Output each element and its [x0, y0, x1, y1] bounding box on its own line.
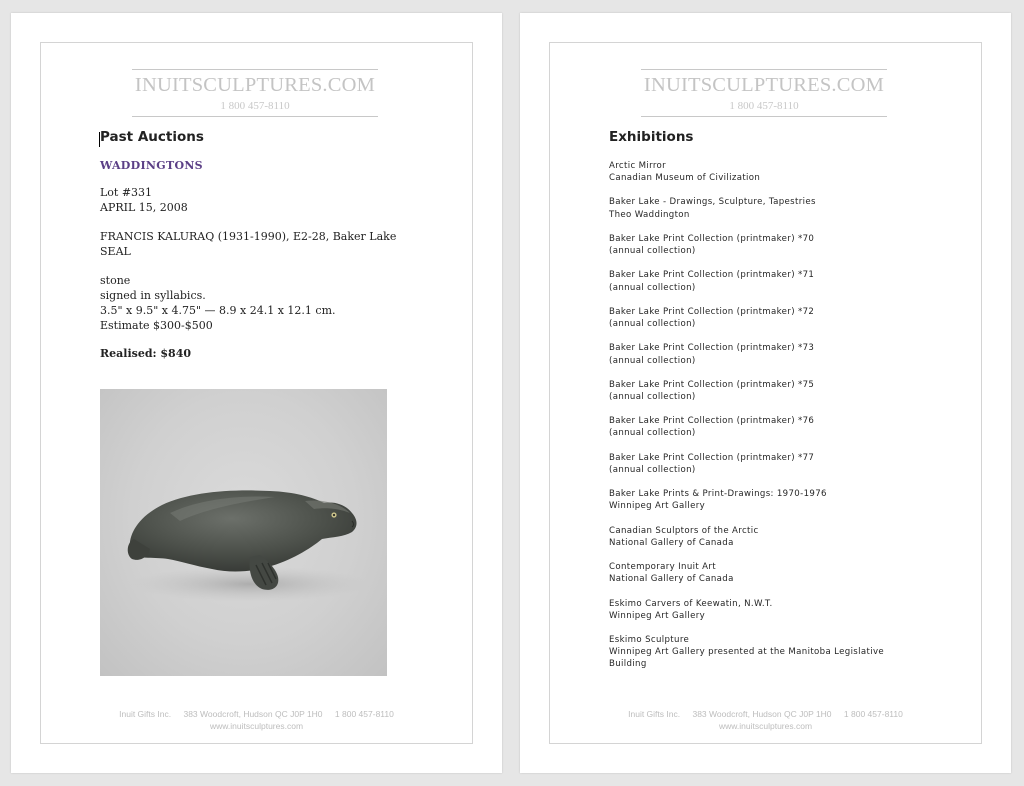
exhibition-item [609, 306, 939, 330]
footer-company: Inuit Gifts Inc. [119, 709, 172, 719]
exhibition-item [609, 561, 939, 585]
page-footer [549, 708, 982, 732]
exhibition-title: Canadian Sculptors of the Arctic [609, 525, 759, 536]
material: stone [100, 274, 131, 287]
footer-website: www.inuitsculptures.com [718, 721, 813, 731]
exhibition-title: Baker Lake Print Collection (printmaker) *73 [609, 343, 815, 354]
document-page-right [520, 13, 1011, 773]
exhibition-title: Eskimo Carvers of Keewatin, N.W.T. [609, 598, 773, 609]
header-site-name: INUITSCULPTURES.COM [134, 74, 376, 96]
exhibitions-heading: Exhibitions [609, 129, 694, 145]
auction-house: WADDINGTONS [100, 159, 203, 172]
footer-phone: 1 800 457-8110 [334, 709, 394, 719]
exhibition-item [609, 196, 939, 220]
exhibition-venue: Canadian Museum of Civilization [609, 173, 761, 184]
header-phone: 1 800 457-8110 [729, 100, 799, 112]
document-page-left [11, 13, 502, 773]
page-footer [40, 708, 473, 732]
exhibition-venue: (annual collection) [609, 428, 696, 439]
dimensions: 3.5" x 9.5" x 4.75" — 8.9 x 24.1 x 12.1 cm. [100, 304, 336, 317]
exhibition-item [609, 452, 939, 476]
exhibition-title: Baker Lake Print Collection (printmaker) *76 [609, 416, 815, 427]
header-rule-bottom [641, 116, 887, 117]
exhibition-title: Baker Lake Print Collection (printmaker) *75 [609, 379, 815, 390]
page-header [641, 69, 887, 117]
auction-details[interactable] [100, 129, 420, 361]
exhibition-title: Baker Lake Print Collection (printmaker) *71 [609, 270, 815, 281]
text-cursor [99, 132, 100, 147]
exhibition-item [609, 233, 939, 257]
header-site-name: INUITSCULPTURES.COM [643, 74, 885, 96]
work-title: SEAL [100, 245, 131, 258]
exhibition-title: Arctic Mirror [609, 161, 667, 171]
exhibition-title: Baker Lake Prints & Print-Drawings: 1970-1976 [609, 489, 827, 500]
exhibition-venue: (annual collection) [609, 464, 696, 475]
artist-line: FRANCIS KALURAQ (1931-1990), E2-28, Baker Lake [100, 230, 397, 243]
exhibitions-section[interactable] [609, 129, 939, 683]
exhibition-venue-continued: Building [609, 659, 647, 670]
footer-address: 383 Woodcroft, Hudson QC J0P 1H0 [692, 709, 832, 719]
exhibition-title: Baker Lake - Drawings, Sculpture, Tapestries [609, 197, 816, 208]
realised-price: Realised: $840 [100, 347, 192, 360]
exhibition-venue: Winnipeg Art Gallery presented at the Manitoba Legislative [609, 647, 885, 658]
auction-date: APRIL 15, 2008 [100, 201, 188, 214]
exhibition-venue: (annual collection) [609, 355, 696, 366]
seal-sculpture-image [100, 389, 387, 676]
exhibition-item [609, 598, 939, 622]
exhibition-title: Eskimo Sculpture [609, 635, 690, 646]
exhibition-item [609, 269, 939, 293]
exhibition-item [609, 525, 939, 549]
exhibition-venue: (annual collection) [609, 282, 696, 293]
exhibition-item [609, 634, 939, 670]
footer-phone: 1 800 457-8110 [843, 709, 903, 719]
seal-sculpture-photo [100, 389, 387, 676]
header-rule-bottom [132, 116, 378, 117]
exhibition-title: Baker Lake Print Collection (printmaker) *72 [609, 306, 815, 317]
exhibition-item [609, 379, 939, 403]
footer-address: 383 Woodcroft, Hudson QC J0P 1H0 [183, 709, 323, 719]
exhibition-venue: (annual collection) [609, 319, 696, 330]
header-rule-top [641, 69, 887, 70]
exhibition-item [609, 415, 939, 439]
footer-company: Inuit Gifts Inc. [628, 709, 681, 719]
page-header [132, 69, 378, 117]
estimate: Estimate $300-$500 [100, 319, 213, 332]
header-rule-top [132, 69, 378, 70]
exhibition-venue: (annual collection) [609, 392, 696, 402]
exhibition-title: Baker Lake Print Collection (printmaker) *70 [609, 233, 815, 244]
lot-number: Lot #331 [100, 186, 153, 199]
exhibition-title: Contemporary Inuit Art [609, 562, 716, 573]
exhibition-venue: Theo Waddington [609, 209, 690, 220]
exhibition-venue: (annual collection) [609, 246, 696, 257]
exhibitions-list [609, 160, 939, 671]
exhibition-item [609, 342, 939, 366]
exhibition-title: Baker Lake Print Collection (printmaker) *77 [609, 452, 815, 463]
exhibition-venue: National Gallery of Canada [609, 574, 734, 585]
exhibition-venue: National Gallery of Canada [609, 537, 734, 548]
exhibition-venue: Winnipeg Art Gallery [609, 610, 706, 621]
past-auctions-heading: Past Auctions [100, 129, 204, 145]
footer-website: www.inuitsculptures.com [209, 721, 304, 731]
exhibition-item [609, 488, 939, 512]
header-phone: 1 800 457-8110 [220, 100, 290, 112]
exhibition-venue: Winnipeg Art Gallery [609, 501, 706, 512]
exhibition-item [609, 160, 939, 184]
signature-note: signed in syllabics. [100, 289, 206, 302]
